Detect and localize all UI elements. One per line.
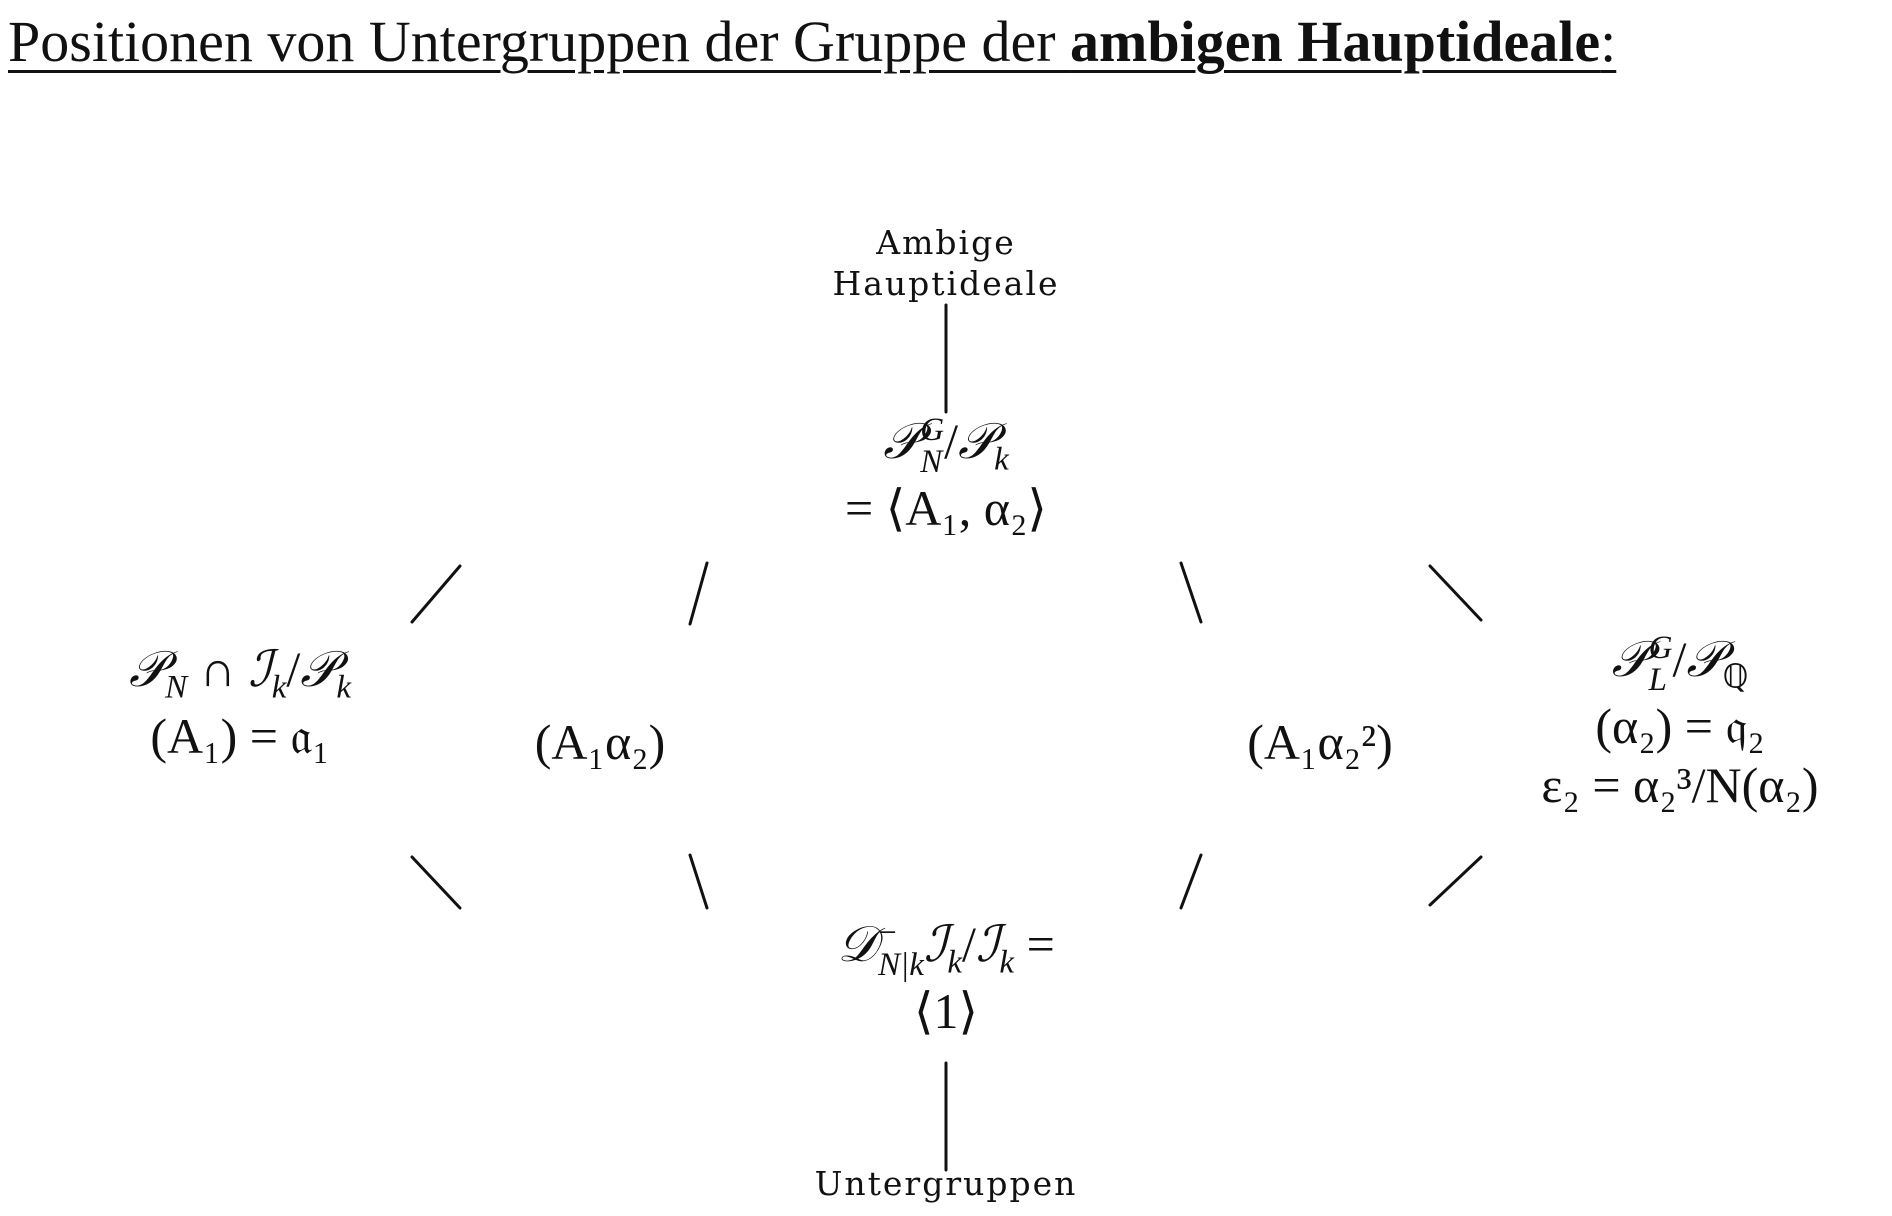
label-ambige-hauptideale [796, 222, 1096, 305]
node-mid-left-text: (A₁α₂) [534, 714, 666, 770]
slash-upper-right-outer [1430, 566, 1481, 620]
node-right-line3: ε₂ = α₂³/N(α₂) [1541, 757, 1819, 814]
node-mid-right-text: (A₁α₂²) [1247, 714, 1393, 770]
node-left-line2: (A₁) = 𝔞₁ [150, 708, 330, 765]
slash-upper-right-inner [1181, 563, 1201, 622]
node-right [1470, 630, 1890, 815]
node-top [736, 412, 1156, 538]
label-top-line2: Hauptideale [832, 264, 1060, 304]
node-mid-left [460, 713, 740, 772]
title-suffix: : [1600, 9, 1617, 74]
node-left [40, 640, 440, 766]
label-bottom-text: Untergruppen [814, 1164, 1078, 1203]
node-top-line1: 𝒫 G N /𝒫$_k$ [883, 412, 1009, 480]
slash-lower-right-inner [1181, 855, 1201, 908]
node-right-line1: 𝒫 G L /𝒫$_ℚ$ [1611, 630, 1749, 698]
label-top-line1: Ambige [876, 223, 1016, 262]
label-untergruppen [796, 1163, 1096, 1204]
slash-lower-left-inner [690, 855, 707, 908]
node-mid-right [1180, 713, 1460, 772]
slash-upper-left-inner [690, 563, 707, 624]
slash-lower-left-outer [412, 857, 460, 908]
node-bottom-line1: 𝒟 − N|k ℐ$_k$/ℐ$_k$ = [837, 915, 1055, 983]
slash-upper-left-outer [412, 566, 460, 622]
node-right-line2: (α₂) = 𝔮₂ [1595, 698, 1765, 755]
slash-lower-right-outer [1430, 857, 1481, 905]
node-bottom-line2: ⟨1⟩ [913, 983, 978, 1040]
title-prefix: Positionen von Untergruppen der Gruppe der [8, 9, 1071, 74]
node-top-line2: = ⟨A₁, α₂⟩ [845, 480, 1047, 537]
node-bottom [726, 915, 1166, 1041]
title-bold: ambigen Hauptideale [1070, 9, 1601, 74]
node-left-line1: 𝒫$_N$ ∩ ℐ$_k$/𝒫$_k$ [129, 640, 351, 706]
